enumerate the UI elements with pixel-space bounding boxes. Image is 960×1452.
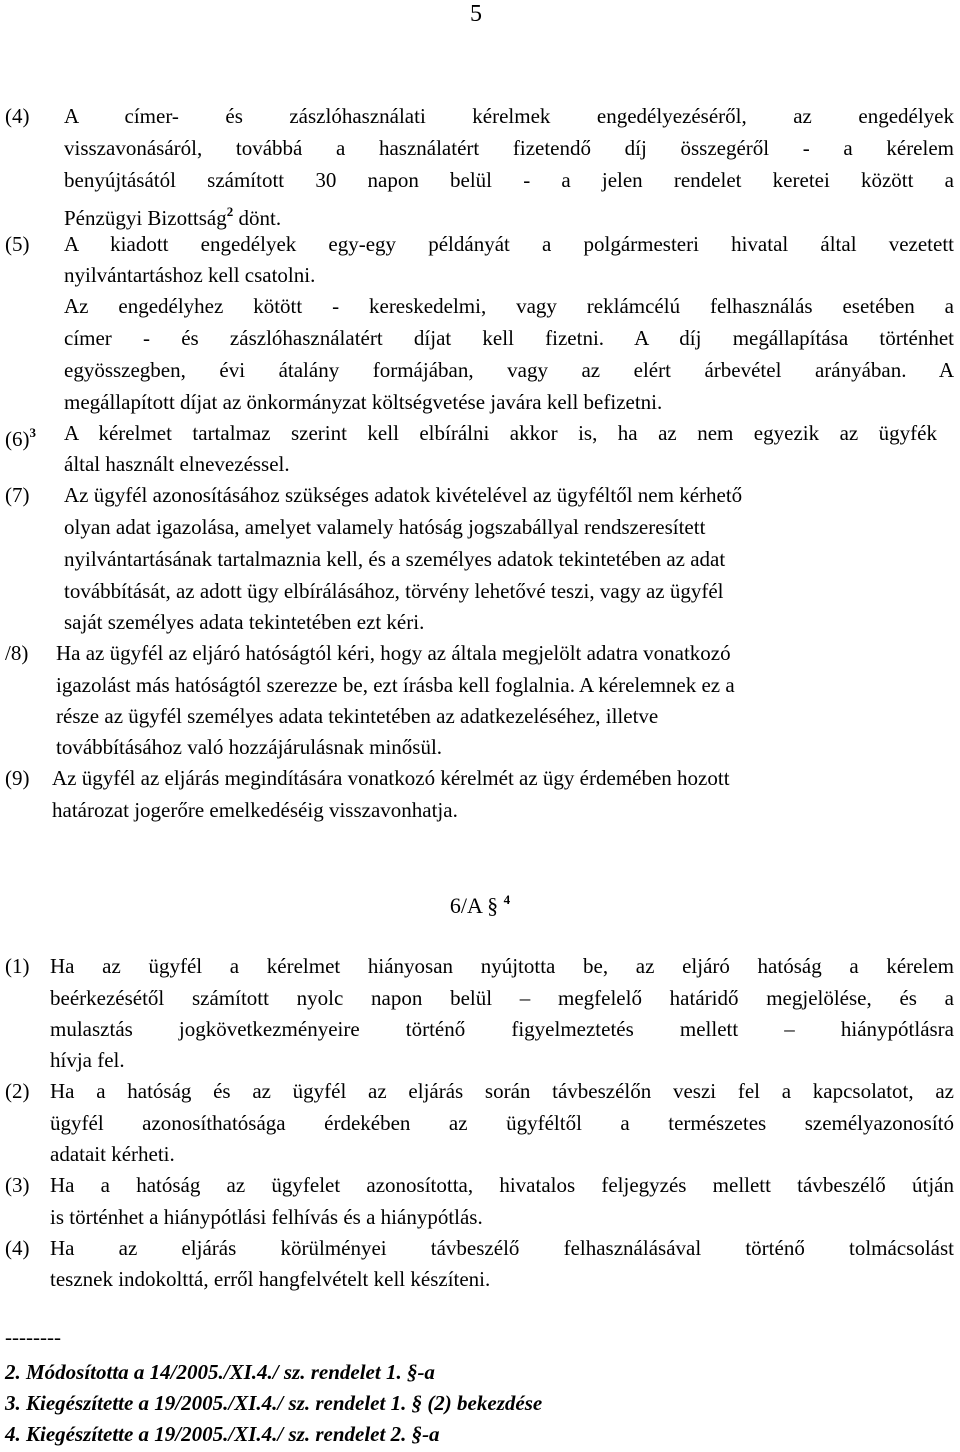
paragraph-line: igazolást más hatóságtól szerezze be, ezt írásba kell foglalnia. A kérelemnek ez a (56, 673, 735, 697)
paragraph-line: továbbításához való hozzájárulásnak minősül. (56, 735, 443, 759)
footnote-ref: 3 (29, 425, 36, 440)
paragraph-line: A kérelmet tartalmaz szerint kell elbírálni akkor is, ha az nem egyezik az ügyfék (64, 421, 937, 445)
footnote: 3. Kiegészítette a 19/2005./XI.4./ sz. rendelet 1. § (2) bekezdése (5, 1391, 543, 1415)
paragraph-line: nyilvántartáshoz kell csatolni. (64, 263, 316, 287)
paragraph-line: Ha az eljárás körülményei távbeszélő felhasználásával történő tolmácsolást (50, 1236, 954, 1260)
paragraph-number: (7) (5, 483, 30, 507)
paragraph-line: benyújtásától számított 30 napon belül - a jelen rendelet keretei között a (64, 168, 954, 192)
paragraph-line: által használt elnevezéssel. (64, 452, 290, 476)
paragraph-line: nyilvántartásának tartalmaznia kell, és a személyes adatok tekintetében az adat (64, 547, 726, 571)
paragraph-line: visszavonásáról, továbbá a használatért fizetendő díj összegéről - a kérelem (64, 136, 954, 160)
paragraph-line: A kiadott engedélyek egy-egy példányát a polgármesteri hivatal által vezetett (64, 232, 954, 256)
footnote: 2. Módosította a 14/2005./XI.4./ sz. rendelet 1. §-a (5, 1360, 435, 1384)
paragraph-number: (2) (5, 1079, 30, 1103)
paragraph-number: (1) (5, 954, 30, 978)
paragraph-line: Ha az ügyfél a kérelmet hiányosan nyújtotta be, az eljáró hatóság a kérelem (50, 954, 954, 978)
paragraph-line: Ha a hatóság és az ügyfél az eljárás során távbeszélőn veszi fel a kapcsolatot, az (50, 1079, 954, 1103)
paragraph-number: (3) (5, 1173, 30, 1197)
footnote-separator: -------- (5, 1325, 61, 1349)
paragraph-line: saját személyes adata tekintetében ezt kéri. (64, 610, 425, 634)
paragraph-number: /8) (5, 641, 29, 665)
footnote: 4. Kiegészítette a 19/2005./XI.4./ sz. rendelet 2. §-a (5, 1422, 440, 1446)
paragraph-line: egyösszegben, évi átalány formájában, vagy az elért árbevétel arányában. A (64, 358, 954, 382)
paragraph-line: Az engedélyhez kötött - kereskedelmi, vagy reklámcélú felhasználás esetében a (64, 294, 954, 318)
paragraph-line: Az ügyfél az eljárás megindítására vonatkozó kérelmét az ügy érdemében hozott (52, 766, 730, 790)
paragraph-line: mulasztás jogkövetkezményeire történő figyelmeztetés mellett – hiánypótlásra (50, 1017, 954, 1041)
paragraph-line: is történhet a hiánypótlási felhívás és a hiánypótlás. (50, 1205, 483, 1229)
paragraph-number: (4) (5, 104, 30, 128)
paragraph-line: A címer- és zászlóhasználati kérelmek engedélyezéséről, az engedélyek (64, 104, 954, 128)
footnote-ref: 2 (226, 204, 234, 219)
paragraph-number: (4) (5, 1236, 30, 1260)
paragraph-number: $(6)^3$ (5, 425, 36, 451)
section-heading: 6/A § $^4$ (449, 892, 511, 918)
paragraph-line: olyan adat igazolása, amelyet valamely hatóság jogszabállyal rendszeresített (64, 515, 706, 539)
paragraph-line: Ha az ügyfél az eljáró hatóságtól kéri, hogy az általa megjelölt adatra vonatkozó (56, 641, 731, 665)
paragraph-line: határozat jogerőre emelkedéséig visszavonhatja. (52, 798, 458, 822)
paragraph-line: Az ügyfél azonosításához szükséges adatok kivételével az ügyféltől nem kérhető (64, 483, 743, 507)
paragraph-line: Pénzügyi Bizottság$^2$ dönt. (64, 204, 282, 230)
paragraph-line: címer - és zászlóhasználatért díjat kell fizetni. A díj megállapítása történhet (64, 326, 954, 350)
paragraph-line: tesznek indokolttá, erről hangfelvételt kell készíteni. (50, 1267, 491, 1291)
paragraph-line: továbbítását, az adott ügy elbírálásához, törvény lehetővé teszi, vagy az ügyfél (64, 579, 724, 603)
paragraph-line: ügyfél azonosíthatósága érdekében az ügyféltől a természetes személyazonosító (50, 1111, 954, 1135)
footnote-ref: 4 (503, 892, 511, 907)
paragraph-line: megállapított díjat az önkormányzat költségvetése javára kell befizetni. (64, 390, 663, 414)
paragraph-line: beérkezésétől számított nyolc napon belül – megfelelő határidő megjelölése, és a (50, 986, 954, 1010)
paragraph-line: Ha a hatóság az ügyfelet azonosította, hivatalos feljegyzés mellett távbeszélő útján (50, 1173, 954, 1197)
paragraph-line: adatait kérheti. (50, 1142, 175, 1166)
paragraph-line: hívja fel. (50, 1048, 125, 1072)
page-number: 5 (470, 1, 482, 27)
paragraph-number: (5) (5, 232, 30, 256)
paragraph-line: része az ügyfél személyes adata tekintetében az adatkezeléséhez, illetve (56, 704, 659, 728)
paragraph-number: (9) (5, 766, 30, 790)
